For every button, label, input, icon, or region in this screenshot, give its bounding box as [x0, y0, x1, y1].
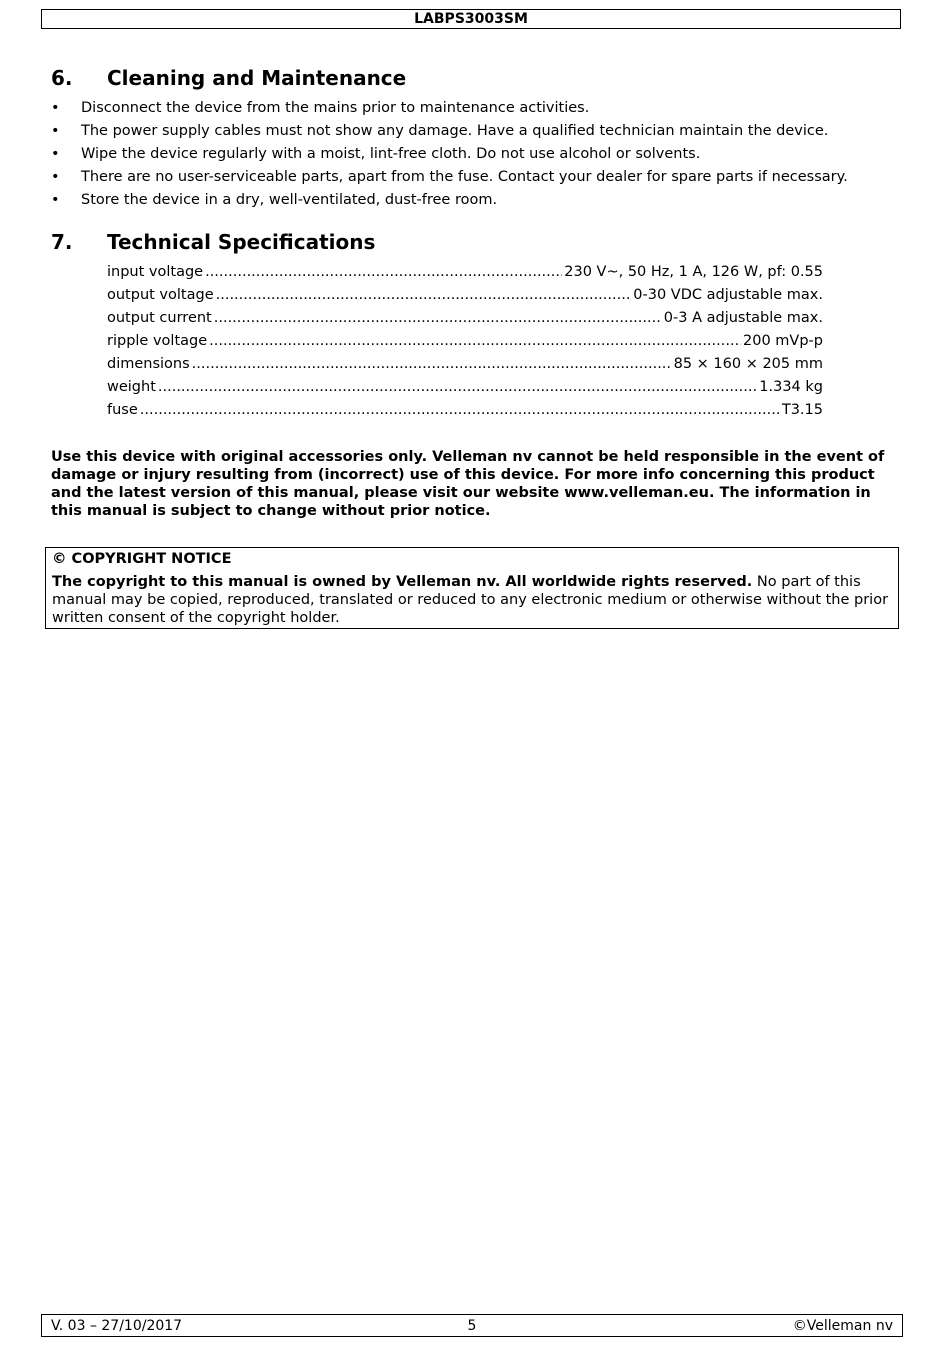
footer-page-number: 5: [467, 1318, 477, 1334]
footer-version: V. 03 – 27/10/2017: [51, 1318, 183, 1334]
spec-row-input-voltage: input voltage ..... 230 V~, 50 Hz, 1 A, 126 W, pf: 0.55: [107, 261, 823, 284]
bullet-icon: •: [51, 123, 60, 139]
spec-table: [107, 261, 823, 422]
page-header: [41, 9, 901, 29]
section-7-heading: [51, 230, 375, 254]
section-6-heading: [51, 66, 406, 90]
section-7-title: Technical Specifications: [107, 230, 376, 254]
maintenance-list: [51, 97, 848, 212]
list-item: • Wipe the device regularly with a moist, lint-free cloth. Do not use alcohol or solvents.: [51, 143, 848, 166]
document-title: LABPS3003SM: [414, 11, 528, 27]
list-item: • Store the device in a dry, well-ventilated, dust-free room.: [51, 189, 848, 212]
spec-row-dimensions: dimensions ..... 85 × 160 × 205 mm: [107, 353, 823, 376]
accessories-notice: Use this device with original accessories only. Velleman nv cannot be held responsible in the event of damage or injury resulting from (incorrect) use of this device. For more info concerning this product and the latest version of this manual, please visit our website www.velleman.eu. The information in this manual is subject to change without prior notice.: [51, 449, 885, 519]
spec-row-ripple-voltage: ripple voltage ..... 200 mVp-p: [107, 330, 823, 353]
bullet-icon: •: [51, 192, 60, 208]
spec-row-weight: weight ..... 1.334 kg: [107, 376, 823, 399]
list-item: • Disconnect the device from the mains prior to maintenance activities.: [51, 97, 848, 120]
spec-row-output-current: output current ..... 0-3 A adjustable max.: [107, 307, 823, 330]
copyright-body: The copyright to this manual is owned by Velleman nv. All worldwide rights reserved. No part of this manual may be copied, reproduced, translated or reduced to any electronic medium or otherwise without the prior written consent of the copyright holder.: [52, 574, 889, 626]
spec-row-output-voltage: output voltage ..... 0-30 VDC adjustable max.: [107, 284, 823, 307]
spec-row-fuse: fuse ..... T3.15: [107, 399, 823, 422]
list-item: • The power supply cables must not show any damage. Have a qualified technician maintain the device.: [51, 120, 848, 143]
bullet-icon: •: [51, 100, 60, 116]
copyright-notice: [45, 547, 899, 629]
copyright-title: © COPYRIGHT NOTICE: [52, 551, 232, 567]
page-footer: [41, 1314, 903, 1337]
bullet-icon: •: [51, 146, 60, 162]
bullet-icon: •: [51, 169, 60, 185]
section-7-number: 7.: [51, 230, 73, 254]
section-6-number: 6.: [51, 66, 73, 90]
list-item: • There are no user-serviceable parts, apart from the fuse. Contact your dealer for spare parts if necessary.: [51, 166, 848, 189]
section-6-title: Cleaning and Maintenance: [107, 66, 407, 90]
footer-company: ©Velleman nv: [792, 1318, 893, 1334]
